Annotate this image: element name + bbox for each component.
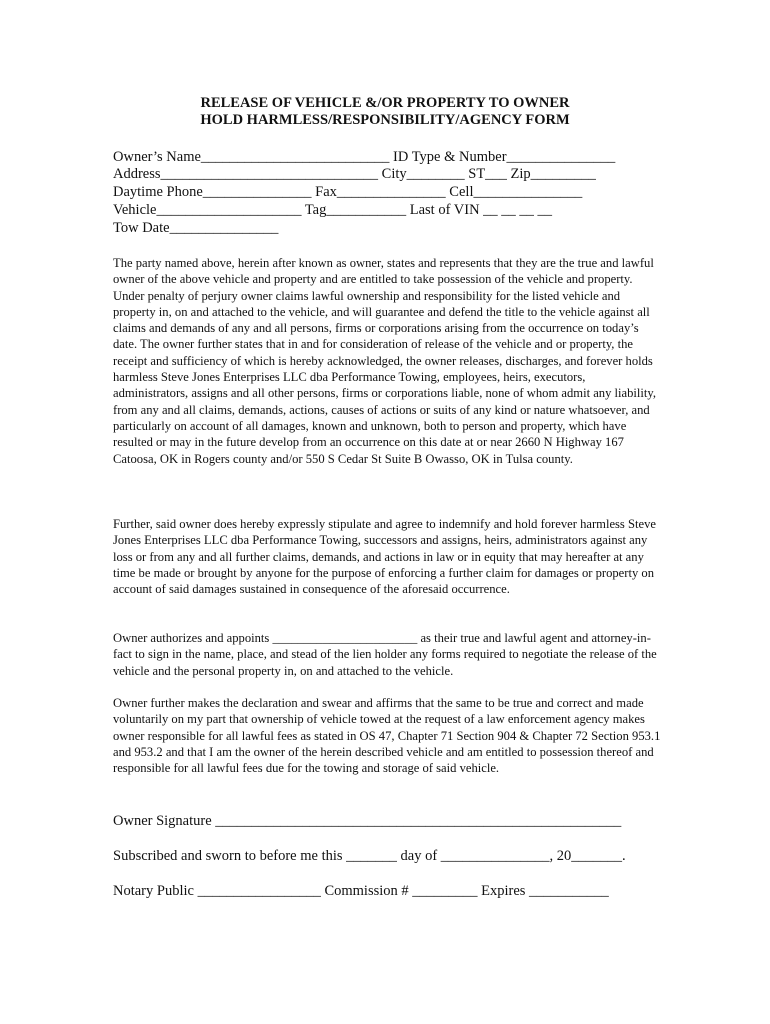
address-field-line[interactable]: Address______________________________ City________ ST___ Zip_________ — [113, 166, 596, 182]
declaration-paragraph: Owner further makes the declaration and swear and affirms that the same to be true and correct and made voluntarily on my part that ownership of vehicle towed at the request of a law enforcement agency makes owner responsible for all lawful fees as stated in OS 47, Chapter 71 Section 904 & Chapter 72 Section 953.1 and 953.2 and that I am the owner of the herein described vehicle and am entitled to possession thereof and responsible for all lawful fees due for the towing and storage of said vehicle. — [113, 696, 661, 776]
notary-public-line[interactable]: Notary Public _________________ Commission # _________ Expires ___________ — [113, 883, 609, 899]
form-title-line-2: HOLD HARMLESS/RESPONSIBILITY/AGENCY FORM — [200, 112, 570, 128]
phone-field-line[interactable]: Daytime Phone_______________ Fax_______________ Cell_______________ — [113, 184, 583, 200]
tow-date-field-line[interactable]: Tow Date_______________ — [113, 220, 279, 236]
owner-signature-line[interactable]: Owner Signature ________________________________________________________ — [113, 813, 622, 829]
vehicle-field-line[interactable]: Vehicle____________________ Tag___________ Last of VIN __ __ __ __ — [113, 202, 553, 218]
release-paragraph: The party named above, herein after known as owner, states and represents that they are the true and lawful owner of the above vehicle and property and are entitled to take possession of the vehicle and property. Under penalty of perjury owner claims lawful ownership and responsibility for the listed vehicle and property in, on and attached to the vehicle, and will guarantee and defend the title to the vehicle against all claims and demands of any and all persons, firms or corporations arising from the occurrence on today’s date. The owner further states that in and for consideration of release of the vehicle and or property, the receipt and sufficiency of which is hereby acknowledged, the owner releases, discharges, and forever holds harmless Steve Jones Enterprises LLC dba Performance Towing, employees, heirs, executors, administrators, assigns and all other persons, firms or corporations liable, none of whom admit any liability, from any and all claims, demands, actions, causes of actions or suits of any kind or nature whatsoever, and particularly on account of all damages, known and unknown, both to person and property, which have resulted or may in the future develop from an occurrence on this date at or near 2660 N Highway 167 Catoosa, OK in Rogers county and/or 550 S Cedar St Suite B Owasso, OK in Tulsa county. — [113, 256, 657, 466]
indemnify-paragraph: Further, said owner does hereby expressly stipulate and agree to indemnify and hold forever harmless Steve Jones Enterprises LLC dba Performance Towing, successors and assigns, heirs, administrators against any loss or from any and all further claims, demands, and actions in law or in equity that may hereafter at any time be made or brought by anyone for the purpose of enforcing a further claim for damages or property on account of said damages sustained in consequence of the aforesaid occurrence. — [113, 517, 656, 597]
subscribed-sworn-line[interactable]: Subscribed and sworn to before me this _______ day of _______________, 20_______. — [113, 848, 626, 864]
owner-id-field-line[interactable]: Owner’s Name__________________________ ID Type & Number_______________ — [113, 149, 616, 165]
form-title-line-1: RELEASE OF VEHICLE &/OR PROPERTY TO OWNER — [200, 95, 570, 111]
agent-appointment-paragraph: Owner authorizes and appoints _______________________ as their true and lawful agent and attorney-in-fact to sign in the name, place, and stead of the lien holder any forms required to negotiate the release of the vehicle and the personal property in, on and attached to the vehicle. — [113, 631, 657, 678]
